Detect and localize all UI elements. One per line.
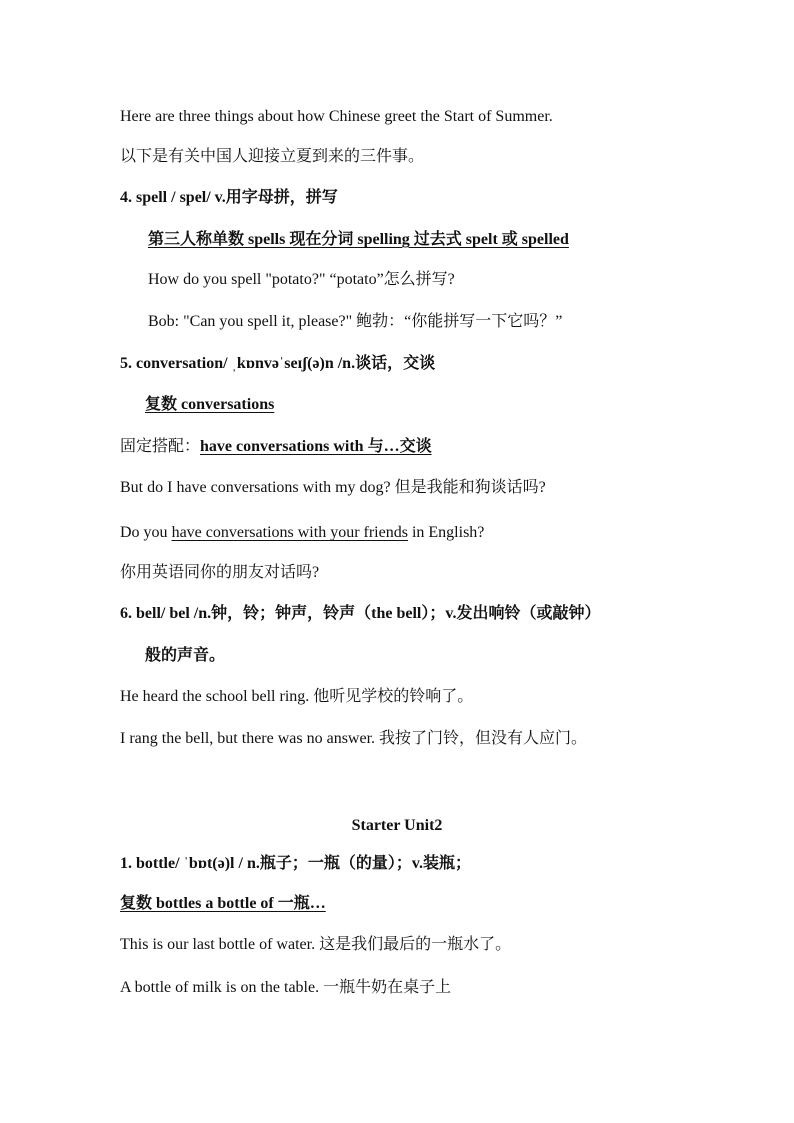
entry-conversation-example-2-translation: 你用英语同你的朋友对话吗? (120, 564, 320, 581)
fixed-collocation-value: have conversations with 与…交谈 (200, 438, 432, 455)
entry-bottle-example-2: A bottle of milk is on the table. 一瓶牛奶在桌子上 (120, 979, 452, 996)
entry-spell-forms: 第三人称单数 spells 现在分词 spelling 过去式 spelt 或 spelled (148, 231, 569, 248)
entry-conversation-example-2 (120, 522, 484, 544)
entry-bell-example-2: I rang the bell, but there was no answer. 我按了门铃，但没有人应门。 (120, 730, 588, 747)
entry-bell-heading: 6. bell/ bel /n.钟，铃；钟声，铃声（the bell）；v.发出响铃（或敲钟） (120, 605, 601, 622)
section-title: Starter Unit2 (351, 817, 443, 834)
entry-bottle-example-1: This is our last bottle of water. 这是我们最后的一瓶水了。 (120, 936, 512, 953)
example-2-underlined: have conversations with your friends (171, 524, 408, 541)
entry-conversation-plural: 复数 conversations (145, 396, 275, 413)
entry-conversation-heading: 5. conversation/ ˌkɒnvəˈseɪʃ(ə)n /n.谈话，交谈 (120, 355, 436, 372)
example-2-prefix: Do you (120, 524, 172, 541)
entry-conversation-example-1: But do I have conversations with my dog? 但是我能和狗谈话吗? (120, 479, 546, 496)
entry-bottle-plural: 复数 bottles a bottle of 一瓶… (120, 895, 326, 912)
entry-bell-heading-cont: 般的声音。 (145, 647, 226, 664)
entry-conversation-fixed (120, 436, 432, 458)
intro-english: Here are three things about how Chinese greet the Start of Summer. (120, 108, 553, 125)
entry-spell-heading: 4. spell / spel/ v.用字母拼，拼写 (120, 189, 338, 206)
entry-spell-example-1: How do you spell "potato?" “potato”怎么拼写? (148, 271, 455, 288)
entry-spell-example-2: Bob: "Can you spell it, please?" 鲍勃：“你能拼写一下它吗？” (148, 313, 563, 330)
fixed-collocation-label: 固定搭配： (120, 438, 201, 455)
entry-bottle-heading: 1. bottle/ ˈbɒt(ə)l / n.瓶子；一瓶（的量）；v.装瓶； (120, 855, 471, 872)
intro-chinese: 以下是有关中国人迎接立夏到来的三件事。 (120, 148, 425, 165)
example-2-suffix: in English? (407, 524, 485, 541)
entry-bell-example-1: He heard the school bell ring. 他听见学校的铃响了。 (120, 688, 474, 705)
